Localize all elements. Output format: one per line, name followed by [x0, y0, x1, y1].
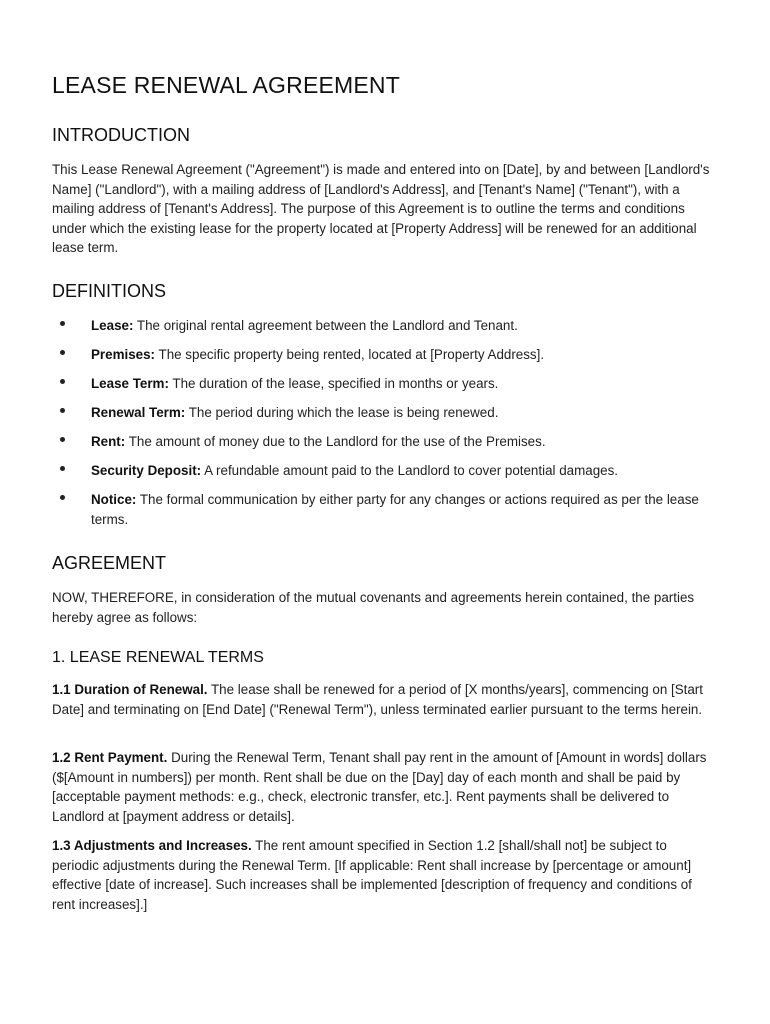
- definition-term: Security Deposit:: [91, 462, 202, 478]
- clause-duration-of-renewal: [52, 680, 712, 719]
- clause-rent-payment: [52, 748, 712, 826]
- definition-text: The amount of money due to the Landlord for the use of the Premises.: [125, 433, 546, 449]
- bullet-icon: [60, 321, 65, 326]
- definition-term: Lease Term:: [91, 375, 169, 391]
- agreement-heading: AGREEMENT: [52, 553, 167, 573]
- clause-label: 1.1 Duration of Renewal.: [52, 682, 208, 697]
- definition-text: The formal communication by either party for any changes or actions required as per the lease terms.: [91, 491, 699, 527]
- bullet-icon: [60, 466, 65, 471]
- bullet-icon: [60, 495, 65, 500]
- bullet-icon: [60, 437, 65, 442]
- clause-adjustments-and-increases: [52, 836, 712, 914]
- clause-text: The rent amount specified in Section 1.2 [shall/shall not] be subject to periodic adjustments during the Renewal Term. [If applicable: Rent shall increase by [percentage or amount] effective [date of increase]. Such increases shall be implemented [description of frequency and conditions of rent increases].]: [52, 838, 692, 912]
- definition-item-security-deposit: [52, 461, 722, 481]
- clause-text: The lease shall be renewed for a period of [X months/years], commencing on [Start Date] and terminating on [End Date] ("Renewal Term"), unless terminated earlier pursuant to the terms herein.: [52, 682, 703, 717]
- definition-term: Renewal Term:: [91, 404, 186, 420]
- definition-item-notice: [52, 490, 722, 529]
- definition-text: The original rental agreement between the Landlord and Tenant.: [133, 318, 518, 333]
- bullet-icon: [60, 408, 65, 413]
- definitions-heading: DEFINITIONS: [52, 281, 167, 301]
- definition-term: Premises:: [91, 346, 156, 362]
- definition-term: Notice:: [91, 491, 137, 507]
- definition-item-renewal-term: [52, 403, 722, 423]
- clause-text: During the Renewal Term, Tenant shall pay rent in the amount of [Amount in words] dollars ($[Amount in numbers]) per month. Rent shall be due on the [Day] day of each month and shall be paid by [acceptable payment methods: e.g., check, electronic transfer, etc.]. Rent payments shall be delivered to Landlord at [payment address or details].: [52, 750, 707, 824]
- bullet-icon: [60, 350, 65, 355]
- introduction-heading: INTRODUCTION: [52, 125, 190, 145]
- clause-label: 1.3 Adjustments and Increases.: [52, 838, 252, 853]
- bullet-icon: [60, 379, 65, 384]
- agreement-paragraph: NOW, THEREFORE, in consideration of the mutual covenants and agreements herein contained, the parties hereby agree as follows:: [52, 590, 695, 625]
- definition-item-rent: [52, 432, 722, 452]
- introduction-paragraph: This Lease Renewal Agreement ("Agreement") is made and entered into on [Date], by and between [Landlord's Name] ("Landlord"), with a mailing address of [Landlord's Address], and [Tenant's Name] ("Tenant"), with a mailing address of [Tenant's Address]. The purpose of this Agreement is to outline the terms and conditions under which the existing lease for the property located at [Property Address] will be renewed for an additional lease term.: [52, 162, 710, 256]
- lease-renewal-terms-heading: 1. LEASE RENEWAL TERMS: [52, 649, 264, 666]
- definition-text: The period during which the lease is being renewed.: [185, 404, 499, 420]
- definition-text: A refundable amount paid to the Landlord to cover potential damages.: [201, 462, 619, 478]
- definition-item-lease-term: [52, 374, 722, 394]
- document-title: LEASE RENEWAL AGREEMENT: [52, 72, 400, 98]
- definition-item-lease: [52, 316, 722, 336]
- definitions-list: [52, 316, 722, 538]
- definition-term: Lease:: [91, 318, 134, 333]
- definition-item-premises: [52, 345, 722, 365]
- definition-term: Rent:: [91, 433, 126, 449]
- definition-text: The specific property being rented, located at [Property Address].: [155, 346, 545, 362]
- clause-label: 1.2 Rent Payment.: [52, 750, 168, 765]
- definition-text: The duration of the lease, specified in months or years.: [168, 375, 499, 391]
